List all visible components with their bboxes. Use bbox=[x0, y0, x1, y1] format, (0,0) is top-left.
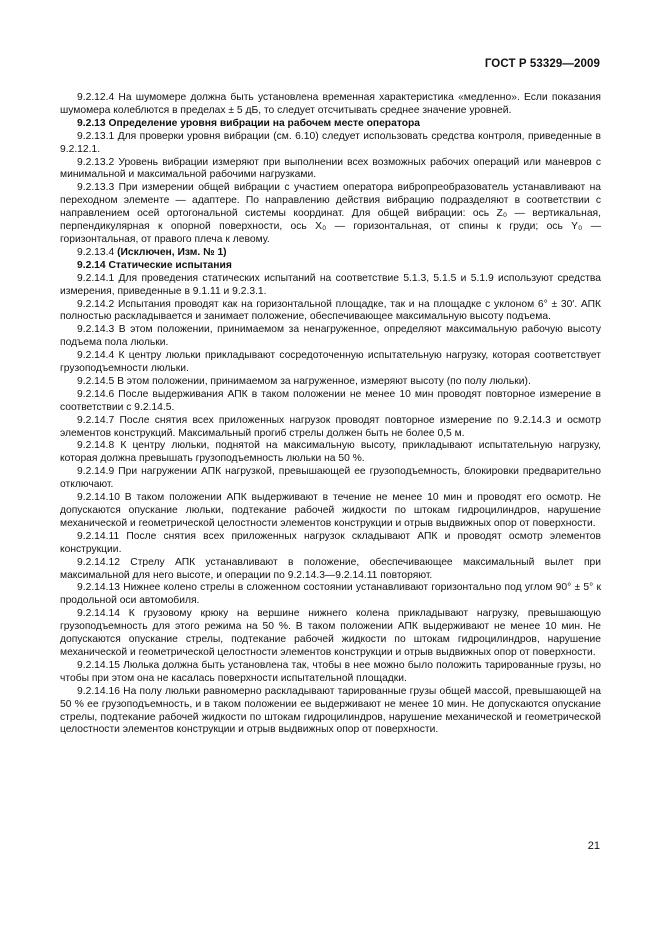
section-heading-9-2-14: 9.2.14 Статические испытания bbox=[77, 259, 232, 271]
standard-header: ГОСТ Р 53329—2009 bbox=[484, 58, 600, 70]
paragraph-9-2-14-1: 9.2.14.1 Для проведения статических испытаний на соответствие 5.1.3, 5.1.5 и 5.1.9 используют средства измерения, приведенные в 9.1.11 и 9.2.3.1. bbox=[60, 272, 601, 297]
paragraph-9-2-14-2: 9.2.14.2 Испытания проводят как на горизонтальной площадке, так и на площадке с уклоном 6° ± 30′. АПК полностью раскладывается и занимает положение, обеспечивающее максимальную высоту подъема. bbox=[60, 298, 601, 323]
paragraph-9-2-14-4: 9.2.14.4 К центру люльки прикладывают сосредоточенную испытательную нагрузку, которая соответствует грузоподъемности люльки. bbox=[60, 350, 601, 375]
paragraph-9-2-14-5: 9.2.14.5 В этом положении, принимаемом за нагруженное, измеряют высоту (по полу люльки). bbox=[77, 375, 531, 387]
section-heading-9-2-13: 9.2.13 Определение уровня вибрации на рабочем месте оператора bbox=[77, 117, 421, 129]
page-number: 21 bbox=[587, 840, 600, 852]
paragraph-9-2-14-15: 9.2.14.15 Люлька должна быть установлена так, чтобы в нее можно было положить тарированные грузы, но чтобы при этом она не касалась поверхности испытательной площадки. bbox=[60, 659, 601, 684]
excluded-note: (Исключен, Изм. № 1) bbox=[117, 246, 227, 258]
paragraph-9-2-14-3: 9.2.14.3 В этом положении, принимаемом за ненагруженное, определяют максимальную рабочую высоту подъема пола люльки. bbox=[60, 324, 601, 349]
paragraph-9-2-12-4: 9.2.12.4 На шумомере должна быть установлена временная характеристика «медленно». Если показания шумомера колеблются в пределах ± 5 дБ, то следует отсчитывать среднее значение уровней. bbox=[60, 92, 601, 116]
paragraph-9-2-14-9: 9.2.14.9 При нагружении АПК нагрузкой, превышающей ее грузоподъемность, блокировки предварительно отключают. bbox=[60, 466, 601, 491]
paragraph-9-2-13-2: 9.2.13.2 Уровень вибрации измеряют при выполнении всех возможных рабочих операций или маневров с минимальной и максимальной рабочими нагрузками. bbox=[60, 156, 601, 181]
paragraph-9-2-14-16: 9.2.14.16 На полу люльки равномерно раскладывают тарированные грузы общей массой, превышающей на 50 % ее грузоподъемность, и в таком положении ее выдерживают не менее 10 мин. Не допускаются опускание стрелы, подтекание рабочей жидкости по штокам гидроцилиндров, нарушение механической и геометрической целостности элементов конструкции и отрыв выдвижных опор от поверхности. bbox=[60, 685, 601, 736]
paragraph-9-2-13-4: 9.2.13.4 (Исключен, Изм. № 1) bbox=[77, 246, 227, 258]
paragraph-9-2-14-7: 9.2.14.7 После снятия всех приложенных нагрузок проводят повторное измерение по 9.2.14.3 и осмотр элементов конструкций. Максимальный прогиб стрелы должен быть не более 0,5 м. bbox=[60, 414, 601, 439]
paragraph-9-2-14-10: 9.2.14.10 В таком положении АПК выдерживают в течение не менее 10 мин и проводят его осмотр. Не допускаются опускание люльки, подтекание рабочей жидкости по штокам гидроцилиндров, нарушение механической и геометрической целостности элементов конструкции и отрыв выдвижных опор от поверхности. bbox=[60, 492, 601, 529]
paragraph-9-2-14-12: 9.2.14.12 Стрелу АПК устанавливают в положение, обеспечивающее максимальный вылет при максимальной для него высоте, и операции по 9.2.14.3—9.2.14.11 повторяют. bbox=[60, 556, 601, 581]
paragraph-9-2-14-8: 9.2.14.8 К центру люльки, поднятой на максимальную высоту, прикладывают испытательную нагрузку, которая должна превышать грузоподъемность люльки на 50 %. bbox=[60, 440, 601, 465]
paragraph-9-2-14-11: 9.2.14.11 После снятия всех приложенных нагрузок складывают АПК и проводят осмотр элементов конструкции. bbox=[60, 530, 601, 555]
paragraph-9-2-14-14: 9.2.14.14 К грузовому крюку на вершине нижнего колена прикладывают нагрузку, превышающую грузоподъемность для этого режима на 50 %. В таком положении АПК выдерживают не менее 10 мин. Не допускаются опускание стрелы, подтекание рабочей жидкости по штокам гидроцилиндров, нарушение механической и геометрической целостности элементов конструкции и отрыв выдвижных опор от поверхности. bbox=[60, 608, 601, 658]
paragraph-9-2-14-13: 9.2.14.13 Нижнее колено стрелы в сложенном состоянии устанавливают горизонтально под углом 90° ± 5° к продольной оси автомобиля. bbox=[60, 582, 601, 607]
paragraph-9-2-13-1: 9.2.13.1 Для проверки уровня вибрации (см. 6.10) следует использовать средства контроля, приведенные в 9.2.12.1. bbox=[60, 130, 601, 155]
document-body bbox=[60, 92, 601, 737]
paragraph-9-2-14-6: 9.2.14.6 После выдерживания АПК в таком положении не менее 10 мин проводят повторное измерение в соответствии с 9.2.14.5. bbox=[60, 388, 601, 413]
paragraph-9-2-13-3: 9.2.13.3 При измерении общей вибрации с участием оператора вибропреобразователь устанавливают на переходном элементе — адаптере. По направлению действия вибрацию подразделяют в соответствии с направлением осей ортогональной системы координат. Для общей вибрации: ось Z₀ — вертикальная, перпендикулярная к опорной поверхности, ось X₀ — горизонтальная, от спины к груди; ось Y₀ — горизонтальная, от правого плеча к левому. bbox=[60, 182, 601, 245]
